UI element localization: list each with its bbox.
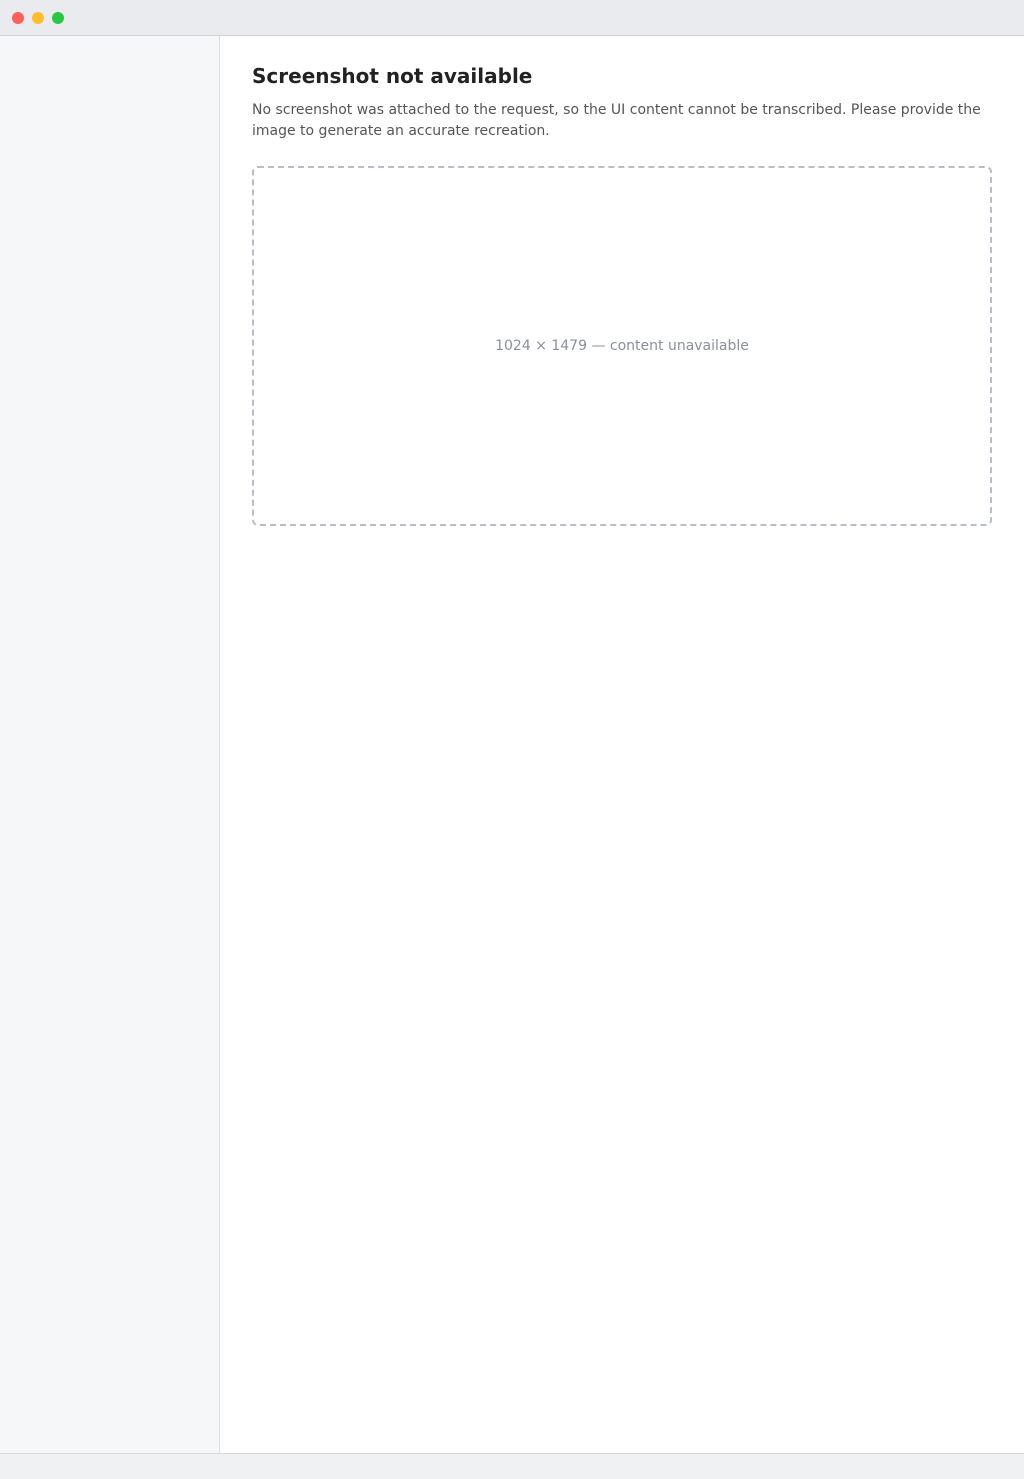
screenshot-placeholder: 1024 × 1479 — content unavailable [252,166,992,526]
notice-message: No screenshot was attached to the request, so the UI content cannot be transcribed. Please provide the image to generate an accurate recreation. [252,102,981,139]
status-bar [0,1453,1024,1479]
notice-title: Screenshot not available [252,64,533,88]
content-area [0,36,1024,1453]
main-panel [220,36,1024,1453]
sidebar [0,36,220,1453]
close-icon[interactable] [12,12,24,24]
minimize-icon[interactable] [32,12,44,24]
maximize-icon[interactable] [52,12,64,24]
title-bar [0,0,1024,36]
